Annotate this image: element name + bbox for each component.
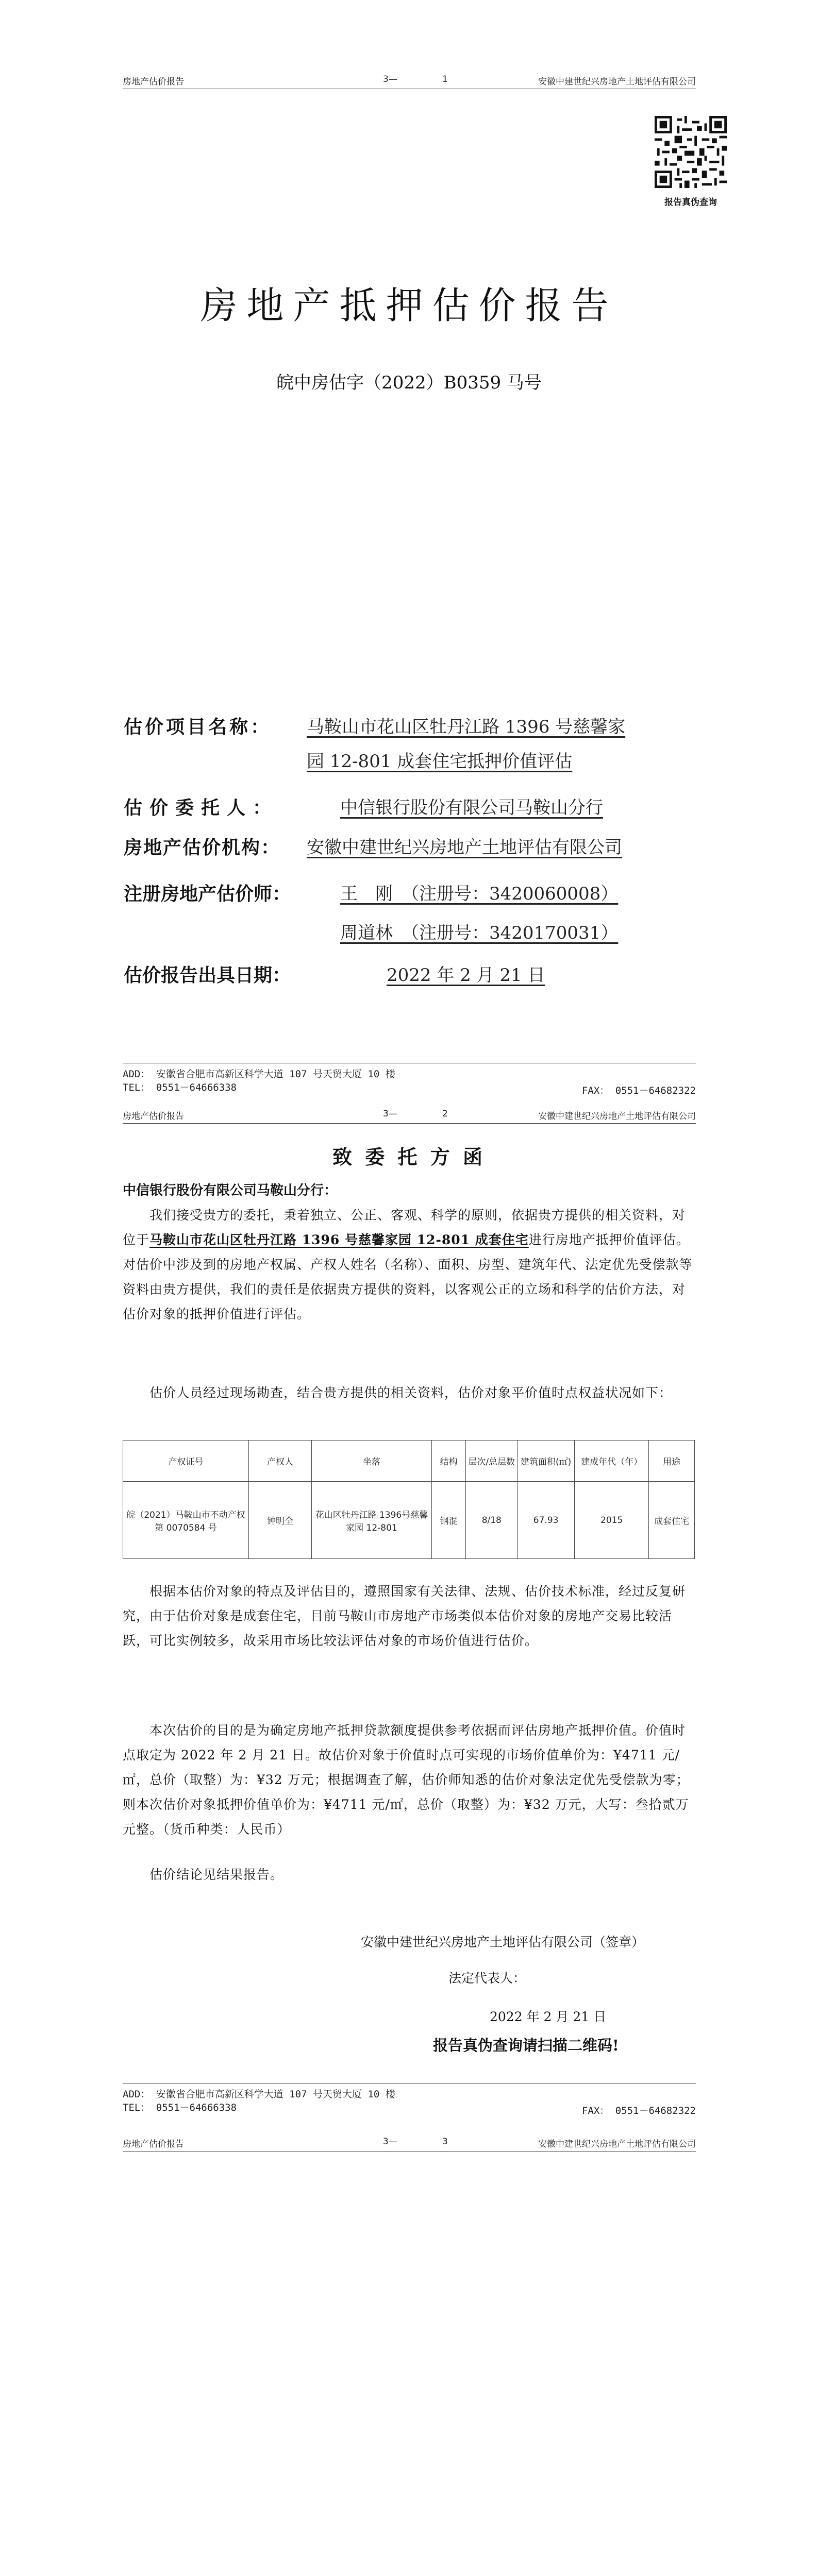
page-footer [123,1066,696,1096]
table-header-row [123,1440,695,1482]
field-label-project: 估价项目名称： [124,716,272,738]
letter-paragraph-1: 我们接受贵方的委托，秉着独立、公正、客观、科学的原则，依据贵方提供的相关资料，对位于马鞍山市花山区牡丹江路 1396 号慈馨家园 12-801 成套住宅进行房地产抵押价值评估。对估价中涉及到的房地产权属、产权人姓名（名称）、面积、房型、建筑年代、法定优先受偿款等资料由贵方提供，我们的责任是依据贵方提供的资料，以客观公正的立场和科学的估价方法，对估价对象的抵押价值进行评估。 [123,1208,693,1321]
header-left: 房地产估价报告 [123,2139,184,2149]
letter-addressee: 中信银行股份有限公司马鞍山分行： [123,1183,338,1198]
td-owner: 钟明全 [248,1482,311,1559]
field-value-appraiser-1: 王 刚 （注册号：3420060008） [340,884,619,904]
footer-address: ADD： 安徽省合肥市高新区科学大道 107 号天贸大厦 10 楼 [123,2089,395,2100]
footer-fax: FAX： 0551－64682322 [581,2105,696,2116]
header-page-number: 1 [442,74,448,84]
signature-org: 安徽中建世纪兴房地产土地评估有限公司（签章） [361,1935,645,1950]
td-structure: 钢混 [431,1482,466,1559]
field-value-appraiser-2: 周道林 （注册号：3420170031） [340,923,619,943]
header-right: 安徽中建世纪兴房地产土地评估有限公司 [538,2139,696,2149]
field-value-project-2: 园 12-801 成套住宅抵押价值评估 [307,751,573,772]
footer-address: ADD： 安徽省合肥市高新区科学大道 107 号天贸大厦 10 楼 [123,1069,395,1080]
header-page-prefix: 3— [383,1109,397,1119]
field-value-client: 中信银行股份有限公司马鞍山分行 [340,798,603,818]
td-floor: 8/18 [466,1482,517,1559]
header-page-number: 3 [442,2137,448,2147]
td-year: 2015 [575,1482,649,1559]
letter-paragraph-3: 根据本估价对象的特点及评估目的，遵照国家有关法律、法规、估价技术标准，经过反复研究，由于估价对象是成套住宅，目前马鞍山市房地产市场类似本估价对象的房地产交易比较活跃，可比实例较多，故采用市场比较法评估对象的市场价值进行估价。 [123,1584,686,1648]
th-location: 坐落 [311,1440,431,1482]
th-cert: 产权证号 [123,1440,249,1482]
qr-code-icon[interactable] [655,116,727,188]
td-usage: 成套住宅 [649,1482,695,1559]
field-label-date: 估价报告出具日期： [124,964,291,986]
header-page-prefix: 3— [383,74,397,84]
header-right: 安徽中建世纪兴房地产土地评估有限公司 [538,77,696,87]
qr-caption: 报告真伪查询 [664,197,717,208]
header-rule [123,1123,696,1124]
footer-tel: TEL： 0551－64666338 [123,1082,237,1093]
field-value-agency: 安徽中建世纪兴房地产土地评估有限公司 [307,837,622,858]
field-value-project-1: 马鞍山市花山区牡丹江路 1396 号慈馨家 [307,717,626,737]
field-label-agency: 房地产估价机构： [124,837,281,858]
th-year: 建成年代（年） [575,1440,649,1482]
page-footer [123,2087,696,2116]
th-owner: 产权人 [248,1440,311,1482]
letter-paragraph-5: 估价结论见结果报告。 [149,1867,284,1882]
page-header [123,1108,696,1122]
th-area: 建筑面积(㎡) [517,1440,575,1482]
page-header [123,2136,696,2150]
report-number: 皖中房估字（2022）B0359 马号 [276,372,542,393]
property-table [123,1440,695,1559]
th-usage: 用途 [649,1440,695,1482]
letter-title: 致 委 托 方 函 [332,1145,486,1168]
th-structure: 结构 [431,1440,466,1482]
header-right: 安徽中建世纪兴房地产土地评估有限公司 [538,1111,696,1122]
report-title: 房地产抵押估价报告 [200,284,618,327]
field-label-client: 估价委托人： [124,797,279,819]
field-label-appraiser: 注册房地产估价师： [124,883,291,905]
verification-note: 报告真伪查询请扫描二维码! [433,2037,619,2054]
td-location: 花山区牡丹江路 1396号慈馨家园 12-801 [311,1482,431,1559]
letter-paragraph-4: 本次估价的目的是为确定房地产抵押贷款额度提供参考依据而评估房地产抵押价值。价值时点取定为 2022 年 2 月 21 日。故估价对象于价值时点可实现的市场价值单价为：¥4711 元/㎡，总价（取整）为：¥32 万元；根据调查了解，估价师知悉的估价对象法定优先受偿款为零；则本次估价对象抵押价值单价为：¥4711 元/㎡，总价（取整）为：¥32 万元，大写：叁拾贰万元整。（货币种类：人民币） [123,1723,690,1837]
td-area: 67.93 [517,1482,575,1559]
footer-fax: FAX： 0551－64682322 [581,1085,696,1096]
signature-date: 2022 年 2 月 21 日 [490,2009,607,2024]
table-row [123,1482,695,1559]
footer-tel: TEL： 0551－64666338 [123,2102,237,2113]
td-cert: 皖（2021）马鞍山市不动产权第 0070584 号 [123,1482,249,1559]
signature-representative: 法定代表人： [448,1971,526,1986]
header-page-number: 2 [442,1109,448,1119]
page-header [123,73,696,88]
th-floor: 层次/总层数 [466,1440,517,1482]
header-page-prefix: 3— [383,2137,397,2147]
header-left: 房地产估价报告 [123,1111,184,1122]
letter-paragraph-2: 估价人员经过现场勘查，结合贵方提供的相关资料，估价对象平价值时点权益状况如下： [149,1385,673,1400]
header-left: 房地产估价报告 [123,77,184,87]
field-value-date: 2022 年 2 月 21 日 [387,965,545,986]
